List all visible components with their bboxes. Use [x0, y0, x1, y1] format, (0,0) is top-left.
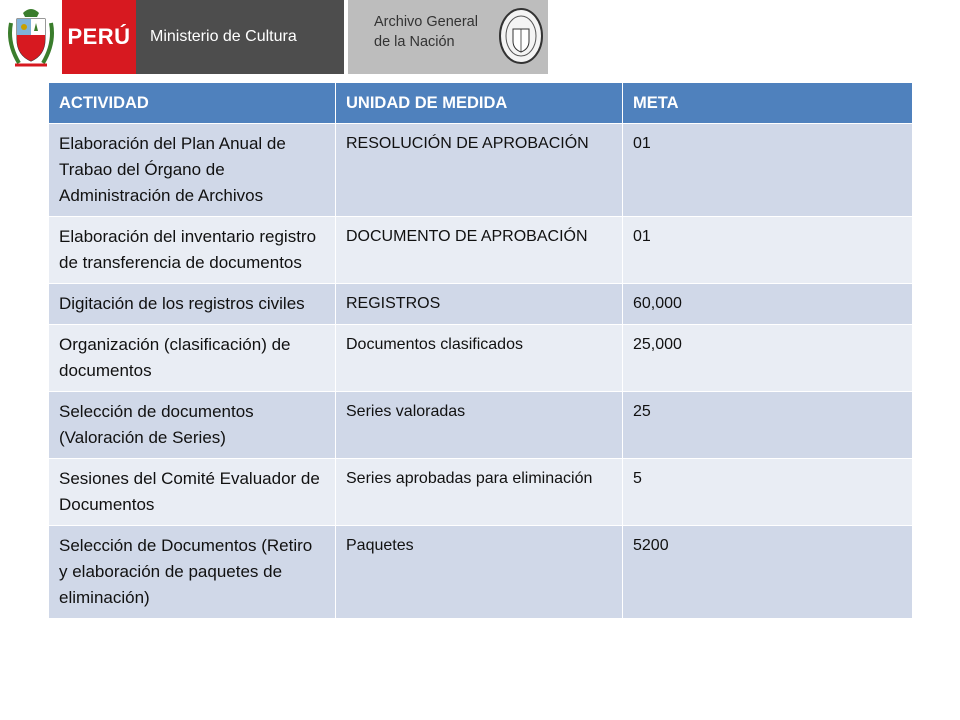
column-header-actividad: ACTIVIDAD	[49, 83, 336, 124]
unidad-cell: Paquetes	[336, 526, 623, 619]
actividad-cell: Organización (clasificación) de documentos	[49, 325, 336, 392]
ministry-block	[136, 0, 344, 74]
column-header-unidad: UNIDAD DE MEDIDA	[336, 83, 623, 124]
ministry-name: Ministerio de Cultura	[150, 28, 297, 45]
actividad-cell: Selección de documentos (Valoración de Series)	[49, 392, 336, 459]
table-row	[49, 526, 913, 619]
table-row	[49, 217, 913, 284]
peru-label	[62, 0, 136, 74]
archive-name-line1: Archivo General	[374, 14, 478, 30]
meta-cell: 5200	[623, 526, 913, 619]
meta-cell: 25	[623, 392, 913, 459]
archive-seal-icon	[498, 7, 544, 65]
activities-table	[48, 82, 913, 619]
coat-of-arms-icon	[0, 0, 62, 74]
meta-cell: 5	[623, 459, 913, 526]
table-row	[49, 392, 913, 459]
table-header-row	[49, 83, 913, 124]
table-row	[49, 284, 913, 325]
actividad-cell: Elaboración del inventario registro de transferencia de documentos	[49, 217, 336, 284]
actividad-cell: Elaboración del Plan Anual de Trabao del Órgano de Administración de Archivos	[49, 124, 336, 217]
country-name: PERÚ	[67, 24, 131, 49]
actividad-cell: Selección de Documentos (Retiro y elaboración de paquetes de eliminación)	[49, 526, 336, 619]
archive-name-line2: de la Nación	[374, 34, 455, 50]
meta-cell: 25,000	[623, 325, 913, 392]
header-banner	[0, 0, 960, 74]
table-row	[49, 459, 913, 526]
unidad-cell: Series valoradas	[336, 392, 623, 459]
archive-block	[348, 0, 548, 74]
table-row	[49, 124, 913, 217]
unidad-cell: RESOLUCIÓN DE APROBACIÓN	[336, 124, 623, 217]
meta-cell: 01	[623, 124, 913, 217]
unidad-cell: DOCUMENTO DE APROBACIÓN	[336, 217, 623, 284]
table-row	[49, 325, 913, 392]
actividad-cell: Digitación de los registros civiles	[49, 284, 336, 325]
unidad-cell: REGISTROS	[336, 284, 623, 325]
meta-cell: 01	[623, 217, 913, 284]
actividad-cell: Sesiones del Comité Evaluador de Documentos	[49, 459, 336, 526]
unidad-cell: Series aprobadas para eliminación	[336, 459, 623, 526]
unidad-cell: Documentos clasificados	[336, 325, 623, 392]
column-header-meta: META	[623, 83, 913, 124]
meta-cell: 60,000	[623, 284, 913, 325]
